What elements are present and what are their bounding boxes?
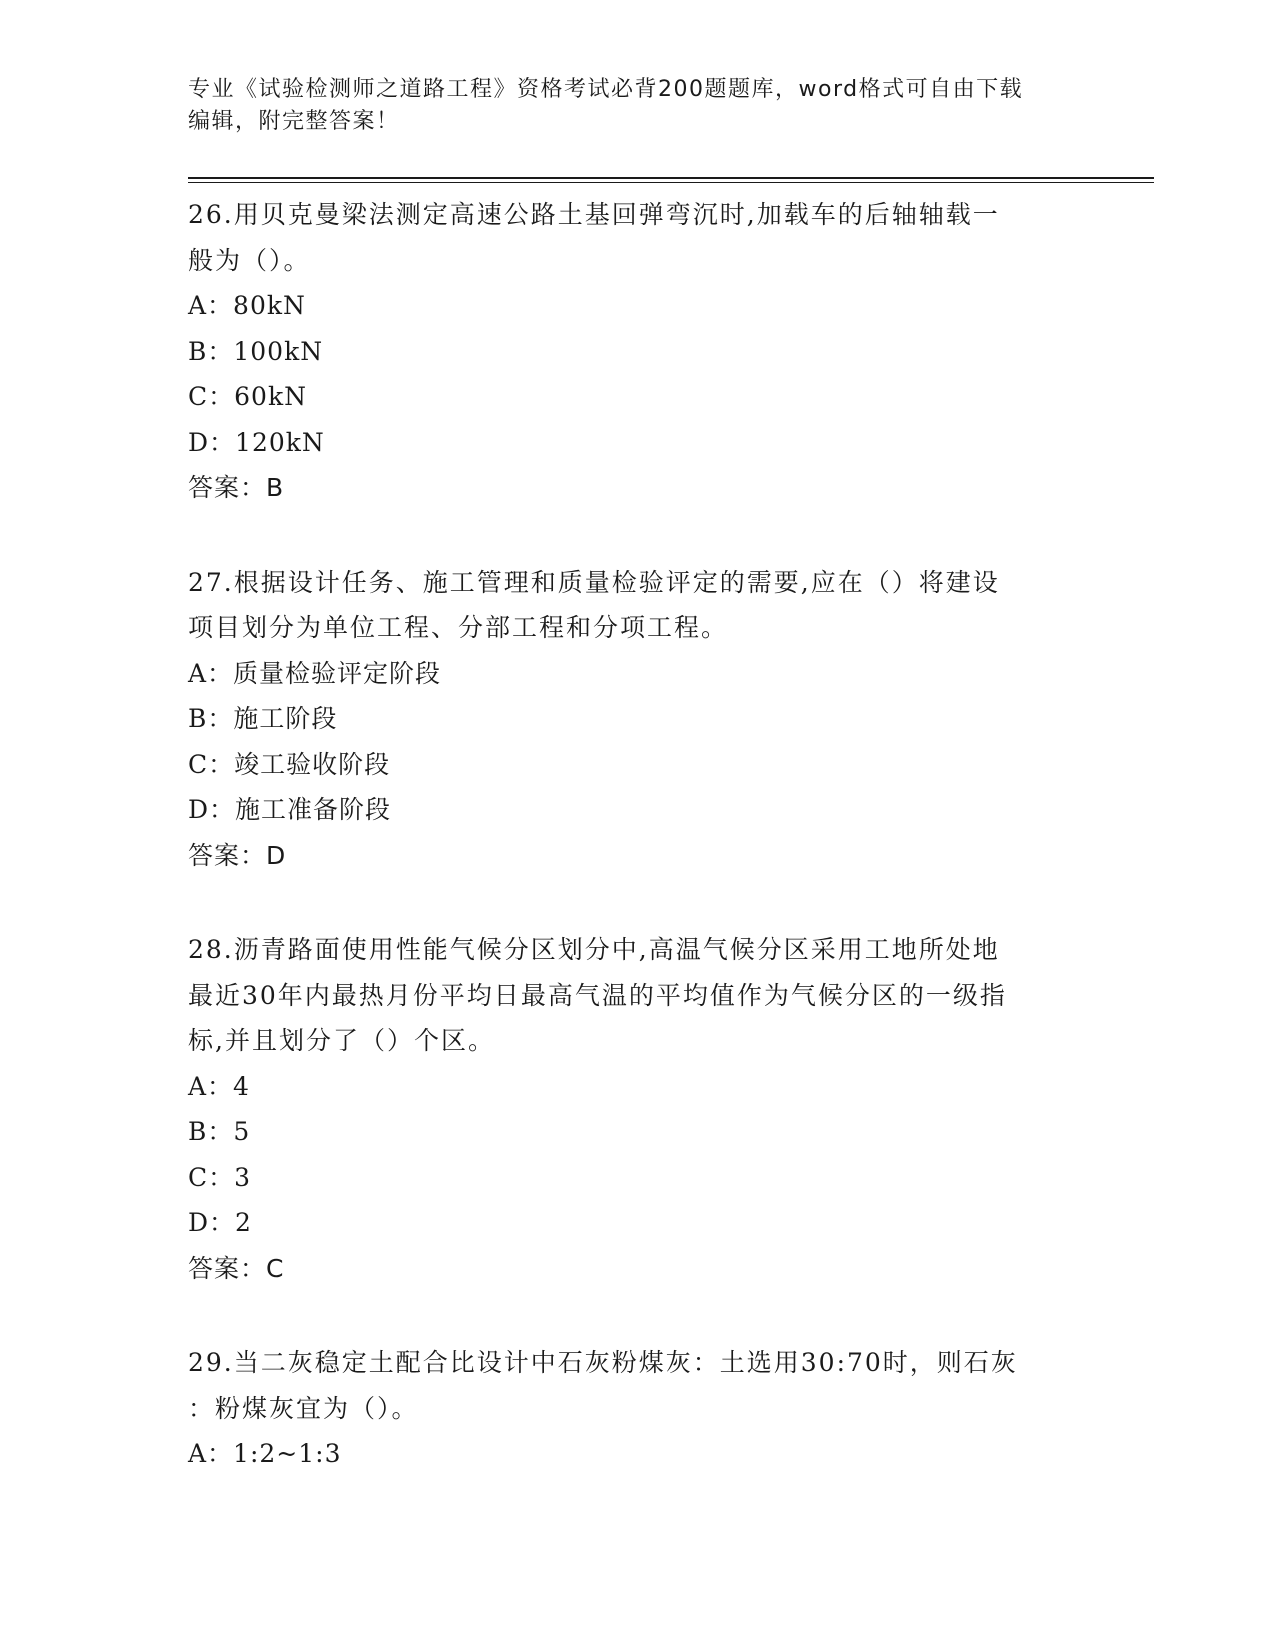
option-a: A：1:2~1:3 — [188, 1439, 342, 1468]
option-b: B：100kN — [188, 336, 324, 366]
document-header — [188, 74, 1088, 138]
question-28 — [188, 927, 1088, 1291]
option-d: D：施工准备阶段 — [188, 795, 392, 824]
option-a: A：质量检验评定阶段 — [188, 658, 442, 688]
question-stem-line: 26.用贝克曼梁法测定高速公路土基回弹弯沉时,加载车的后轴轴载一 — [188, 200, 1000, 229]
option-c: C：竣工验收阶段 — [188, 749, 391, 779]
option-a: A：4 — [188, 1071, 250, 1101]
question-stem-line: 项目划分为单位工程、分部工程和分项工程。 — [188, 613, 729, 642]
question-29 — [188, 1340, 1088, 1477]
question-stem-line: 般为（）。 — [188, 245, 311, 275]
question-stem-line: 29.当二灰稳定土配合比设计中石灰粉煤灰：土选用30:70时，则石灰 — [188, 1348, 1018, 1377]
header-line-2: 编辑，附完整答案！ — [188, 109, 400, 134]
header-divider-thin — [188, 182, 1154, 183]
option-b: B：施工阶段 — [188, 704, 338, 733]
answer-line: 答案：B — [188, 473, 285, 502]
question-stem-line: ：粉煤灰宜为（）。 — [188, 1393, 419, 1423]
question-list — [188, 192, 1088, 1526]
question-stem-line: 标,并且划分了（）个区。 — [188, 1026, 495, 1055]
option-d: D：120kN — [188, 427, 325, 457]
header-line-1: 专业《试验检测师之道路工程》资格考试必背200题题库，word格式可自由下载 — [188, 77, 1024, 102]
option-c: C：3 — [188, 1162, 252, 1192]
option-c: C：60kN — [188, 382, 307, 411]
question-26 — [188, 192, 1088, 511]
header-divider-thick — [188, 177, 1154, 179]
question-27 — [188, 560, 1088, 879]
answer-line: 答案：C — [188, 1253, 285, 1283]
question-stem-line: 最近30年内最热月份平均日最高气温的平均值作为气候分区的一级指 — [188, 980, 1007, 1010]
answer-line: 答案：D — [188, 840, 287, 870]
option-a: A：80kN — [188, 291, 306, 320]
option-d: D：2 — [188, 1208, 252, 1237]
option-b: B：5 — [188, 1117, 251, 1146]
question-stem-line: 27.根据设计任务、施工管理和质量检验评定的需要,应在（）将建设 — [188, 567, 1000, 597]
question-stem-line: 28.沥青路面使用性能气候分区划分中,高温气候分区采用工地所处地 — [188, 935, 1000, 964]
